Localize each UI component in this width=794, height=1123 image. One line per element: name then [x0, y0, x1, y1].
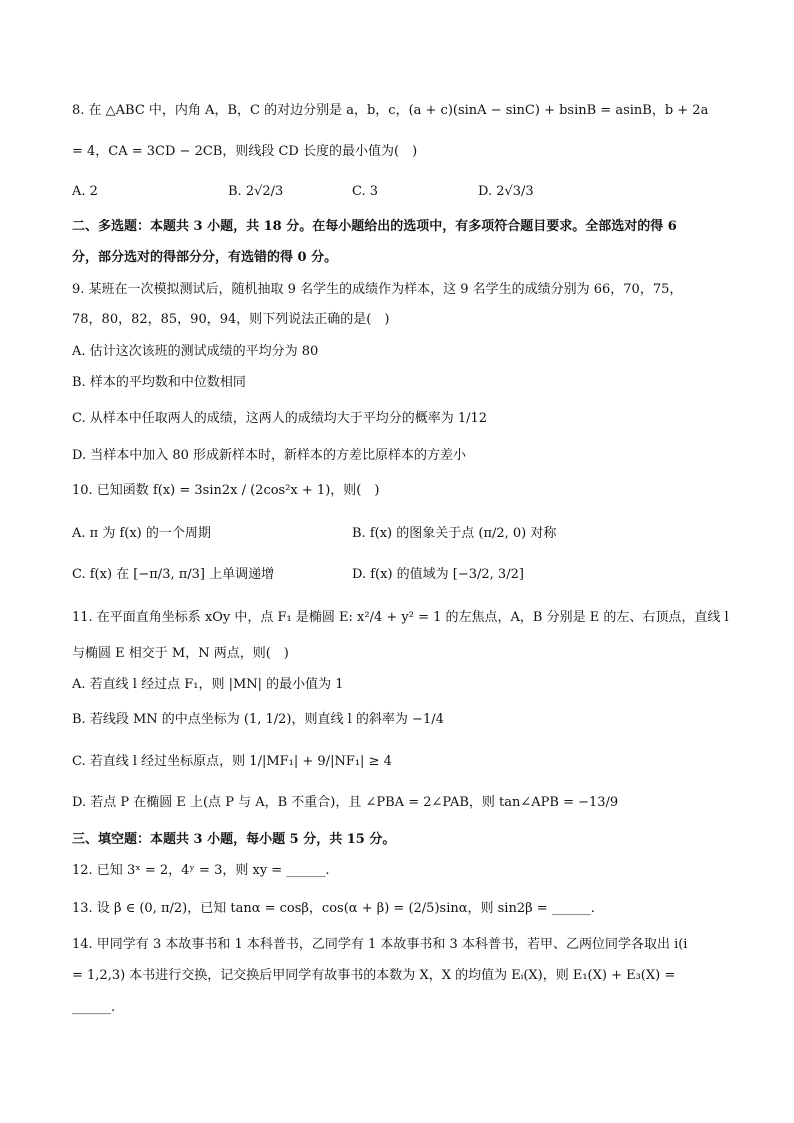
q10-option-b: B. f(x) 的图象关于点 (π/2, 0) 对称: [352, 526, 557, 541]
q11-option-b: B. 若线段 MN 的中点坐标为 (1, 1/2)，则直线 l 的斜率为 −1/4: [72, 712, 444, 727]
q11-line-2: 与椭圆 E 相交于 M，N 两点，则( ): [72, 646, 289, 661]
q9-option-a: A. 估计这次该班的测试成绩的平均分为 80: [72, 344, 319, 359]
section-2-line-1: 二、多选题：本题共 3 小题，共 18 分。在每小题给出的选项中，有多项符合题目要求。全部选对的得 6: [72, 219, 677, 234]
q9-option-c: C. 从样本中任取两人的成绩，这两人的成绩均大于平均分的概率为 1/12: [72, 411, 488, 426]
q9-line-2: 78，80，82，85，90，94，则下列说法正确的是( ): [72, 312, 390, 327]
q9-option-d: D. 当样本中加入 80 形成新样本时，新样本的方差比原样本的方差小: [72, 448, 467, 463]
q8-option-b: B. 2√2/3: [228, 184, 284, 199]
q14-line-3: ______.: [72, 1000, 116, 1015]
q11-option-d: D. 若点 P 在椭圆 E 上(点 P 与 A，B 不重合)，且 ∠PBA = 2∠PAB，则 tan∠APB = −13/9: [72, 795, 619, 810]
q10-option-d: D. f(x) 的值域为 [−3/2, 3/2]: [352, 567, 524, 582]
q8-line-1: 8. 在 △ABC 中，内角 A，B，C 的对边分别是 a，b，c，(a + c)(sinA − sinC) + bsinB = asinB，b + 2a: [72, 103, 709, 118]
q11-option-c: C. 若直线 l 经过坐标原点，则 1/|MF₁| + 9/|NF₁| ≥ 4: [72, 754, 392, 769]
q14-line-1: 14. 甲同学有 3 本故事书和 1 本科普书，乙同学有 1 本故事书和 3 本科普书，若甲、乙两位同学各取出 i(i: [72, 937, 688, 952]
q10-stem: 10. 已知函数 f(x) = 3sin2x / (2cos²x + 1)，则( ): [72, 483, 380, 498]
q11-line-1: 11. 在平面直角坐标系 xOy 中，点 F₁ 是椭圆 E: x²/4 + y² = 1 的左焦点，A，B 分别是 E 的左、右顶点，直线 l: [72, 610, 729, 625]
q10-option-c: C. f(x) 在 [−π/3, π/3] 上单调递增: [72, 567, 275, 582]
section-3-header: 三、填空题：本题共 3 小题，每小题 5 分，共 15 分。: [72, 832, 396, 847]
question-13: 13. 设 β ∈ (0, π/2)，已知 tanα = cosβ，cos(α + β) = (2/5)sinα，则 sin2β = ______.: [72, 901, 595, 916]
q8-option-c: C. 3: [352, 184, 379, 199]
q8-option-a: A. 2: [72, 184, 98, 199]
q11-option-a: A. 若直线 l 经过点 F₁，则 |MN| 的最小值为 1: [72, 677, 344, 692]
q8-option-d: D. 2√3/3: [478, 184, 534, 199]
q14-line-2: = 1,2,3) 本书进行交换，记交换后甲同学有故事书的本数为 X，X 的均值为 Eᵢ(X)，则 E₁(X) + E₃(X) =: [72, 968, 676, 983]
q9-line-1: 9. 某班在一次模拟测试后，随机抽取 9 名学生的成绩作为样本，这 9 名学生的成绩分别为 66，70，75，: [72, 282, 683, 297]
question-12: 12. 已知 3ˣ = 2，4ʸ = 3，则 xy = ______.: [72, 863, 330, 878]
q9-option-b: B. 样本的平均数和中位数相同: [72, 375, 246, 390]
section-2-line-2: 分，部分选对的得部分分，有选错的得 0 分。: [72, 250, 338, 265]
q8-line-2: = 4，CA = 3CD − 2CB，则线段 CD 长度的最小值为( ): [72, 144, 418, 159]
q10-option-a: A. π 为 f(x) 的一个周期: [72, 526, 211, 541]
